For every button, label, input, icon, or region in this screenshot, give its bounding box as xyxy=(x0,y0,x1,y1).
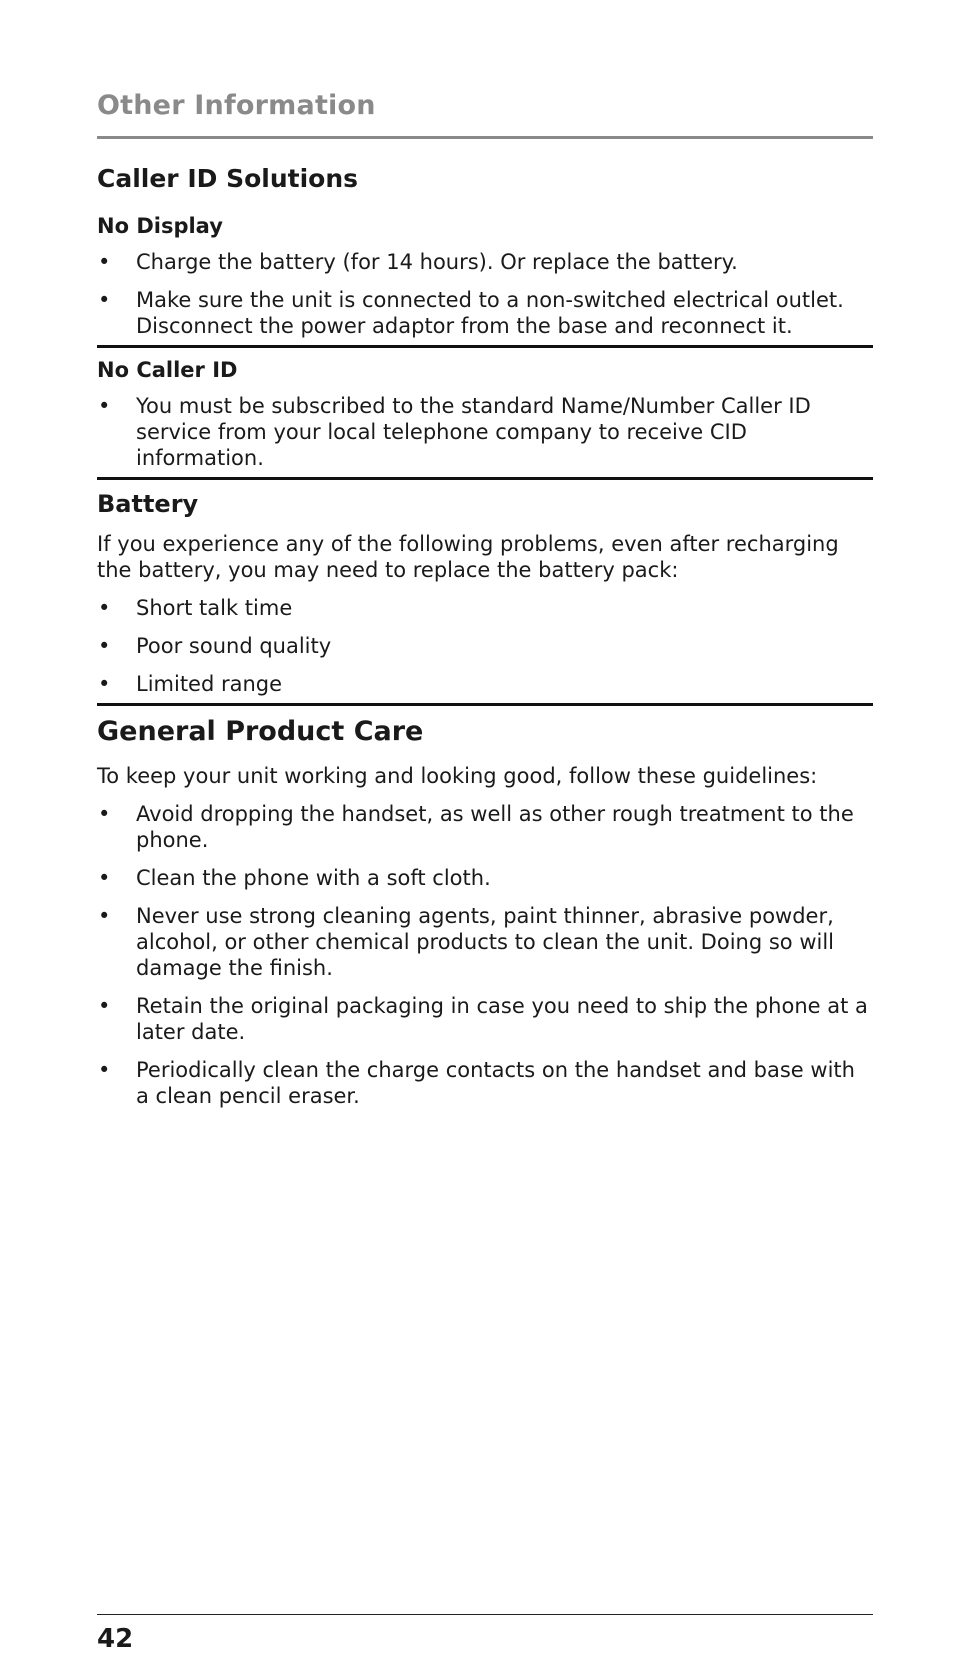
bullet-icon: • xyxy=(98,288,111,313)
list-item-text: You must be subscribed to the standard Name/Number Caller ID service from your local telephone company to receive CID information. xyxy=(136,394,811,471)
list-item-text: Never use strong cleaning agents, paint thinner, abrasive powder, alcohol, or other chemical products to clean the unit. Doing so will damage the finish. xyxy=(136,903,834,980)
no-caller-id-list xyxy=(97,393,873,471)
list-item-text: Clean the phone with a soft cloth. xyxy=(136,865,491,890)
list-item-text: Make sure the unit is connected to a non-switched electrical outlet. Disconnect the power adaptor from the base and reconnect it. xyxy=(136,288,844,339)
no-display-heading: No Display xyxy=(97,214,223,238)
bullet-icon: • xyxy=(98,394,111,419)
bullet-icon: • xyxy=(98,596,111,621)
bullet-icon: • xyxy=(98,672,111,697)
section-divider xyxy=(97,703,873,706)
section-divider xyxy=(97,477,873,480)
list-item xyxy=(97,671,873,697)
header-rule xyxy=(97,136,873,139)
bullet-icon: • xyxy=(98,865,111,890)
bullet-icon: • xyxy=(98,993,111,1018)
bullet-icon: • xyxy=(98,801,111,826)
no-display-list xyxy=(97,249,873,339)
general-product-care-heading: General Product Care xyxy=(97,716,424,748)
list-item-text: Periodically clean the charge contacts on the handset and base with a clean pencil eraser. xyxy=(136,1057,855,1108)
manual-page xyxy=(97,0,873,1670)
list-item xyxy=(97,993,873,1045)
list-item xyxy=(97,287,873,339)
list-item-text: Short talk time xyxy=(136,596,293,621)
list-item-text: Limited range xyxy=(136,672,283,697)
product-care-intro: To keep your unit working and looking good, follow these guidelines: xyxy=(97,763,818,788)
no-caller-id-heading: No Caller ID xyxy=(97,358,238,383)
list-item-text: Poor sound quality xyxy=(136,634,332,659)
list-item xyxy=(97,1057,873,1109)
list-item xyxy=(97,633,873,659)
bullet-icon: • xyxy=(98,634,111,659)
page-content xyxy=(97,164,873,1121)
list-item-text: Retain the original packaging in case you need to ship the phone at a later date. xyxy=(136,993,868,1044)
list-item xyxy=(97,903,873,981)
list-item-text: Avoid dropping the handset, as well as other rough treatment to the phone. xyxy=(136,801,854,852)
list-item-text: Charge the battery (for 14 hours). Or replace the battery. xyxy=(136,250,738,275)
caller-id-solutions-heading: Caller ID Solutions xyxy=(97,164,359,193)
battery-intro: If you experience any of the following problems, even after recharging the battery, you may need to replace the battery pack: xyxy=(97,532,839,583)
section-divider xyxy=(97,345,873,348)
battery-heading: Battery xyxy=(97,490,199,519)
product-care-list xyxy=(97,801,873,1109)
list-item xyxy=(97,249,873,275)
bullet-icon: • xyxy=(98,1057,111,1082)
bullet-icon: • xyxy=(98,250,111,275)
list-item xyxy=(97,393,873,471)
list-item xyxy=(97,801,873,853)
list-item xyxy=(97,865,873,891)
list-item xyxy=(97,595,873,621)
page-number: 42 xyxy=(97,1624,134,1654)
bullet-icon: • xyxy=(98,903,111,928)
running-head: Other Information xyxy=(97,90,376,121)
battery-list xyxy=(97,595,873,697)
footer-rule xyxy=(97,1614,873,1615)
